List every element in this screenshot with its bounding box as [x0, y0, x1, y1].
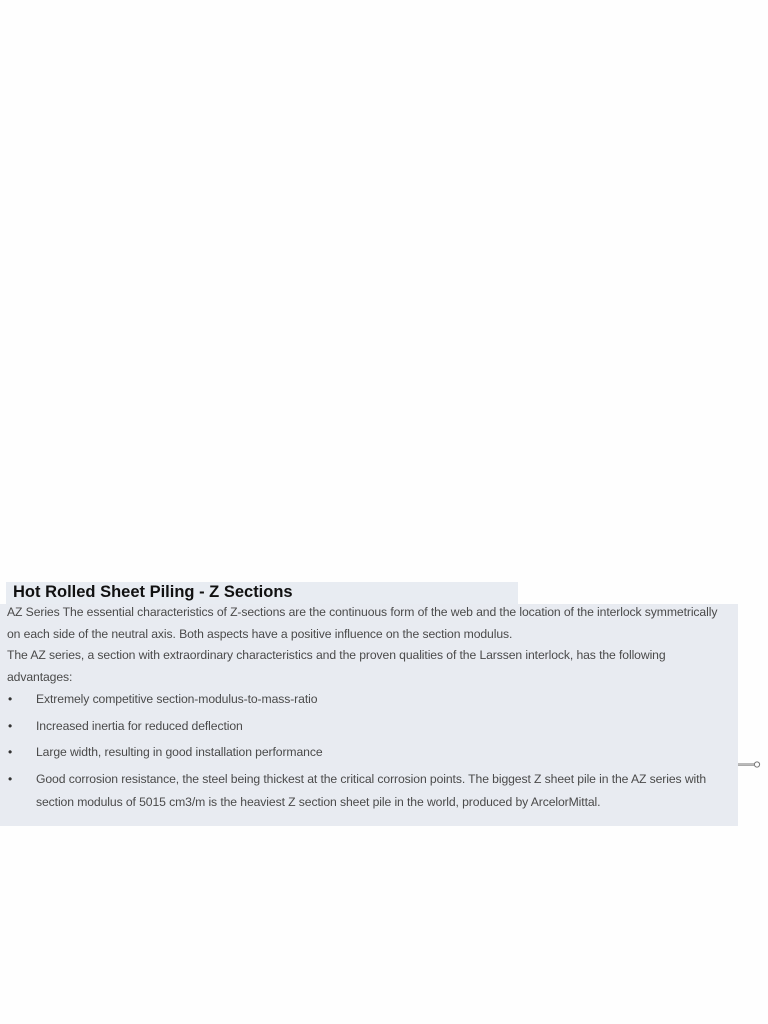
bullet-icon: •	[8, 745, 13, 759]
bullet-icon: •	[8, 718, 13, 733]
section-title-bar	[6, 582, 518, 604]
advantages-list	[0, 688, 738, 817]
advantages-paragraph: The AZ series, a section with extraordinary characteristics and the proven qualities of the Larssen interlock, has the following advantages:	[7, 648, 666, 684]
section-title: Hot Rolled Sheet Piling - Z Sections	[13, 583, 293, 601]
list-item	[0, 688, 738, 711]
bullet-icon: •	[8, 771, 13, 786]
list-item-text: Good corrosion resistance, the steel being thickest at the critical corrosion points. The biggest Z sheet pile in the AZ series with section modulus of 5015 cm3/m is the heaviest Z section sheet pile in the world, produced by ArcelorMittal.	[36, 771, 707, 809]
list-item	[0, 741, 738, 764]
list-item-text: Increased inertia for reduced deflection	[36, 718, 243, 733]
list-item-text: Extremely competitive section-modulus-to-mass-ratio	[36, 692, 318, 706]
intro-paragraph: AZ Series The essential characteristics of Z-sections are the continuous form of the web and the location of the interlock symmetrically on each side of the neutral axis. Both aspects have a positive influence on the section modulus.	[7, 605, 718, 641]
bullet-icon: •	[8, 692, 13, 706]
section-content	[0, 604, 738, 826]
wrench-icon	[738, 760, 762, 768]
list-item	[0, 715, 738, 738]
list-item	[0, 768, 738, 814]
list-item-text: Large width, resulting in good installation performance	[36, 745, 323, 759]
